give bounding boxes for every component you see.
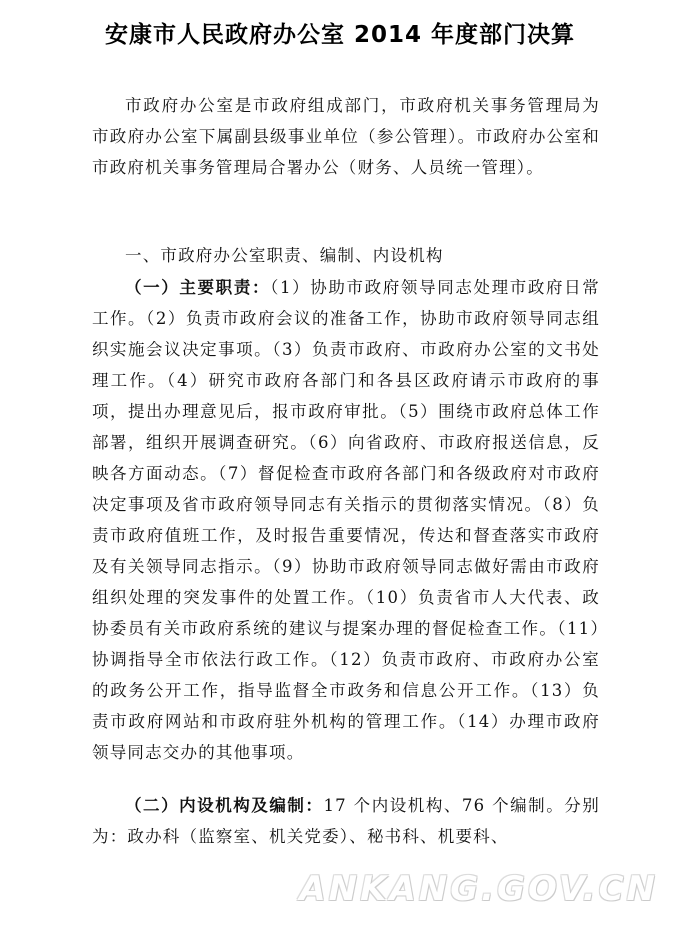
duties-label: （一）主要职责： (125, 278, 271, 297)
org-paragraph (92, 790, 600, 852)
site-watermark: ANKANG.GOV.CN (299, 869, 658, 909)
intro-paragraph: 市政府办公室是市政府组成部门，市政府机关事务管理局为市政府办公室下属副县级事业单位（参公管理）。市政府办公室和市政府机关事务管理局合署办公（财务、人员统一管理）。 (92, 96, 600, 177)
org-text: 17 个内设机构、76 个编制。分别为：政办科（监察室、机关党委）、秘书科、机要科、 (92, 796, 600, 846)
document-title: 安康市人民政府办公室 2014 年度部门决算 (104, 22, 576, 48)
duties-paragraph (92, 272, 600, 768)
duties-text: （1）协助市政府领导同志处理市政府日常工作。（2）负责市政府会议的准备工作，协助市政府领导同志组织实施会议决定事项。（3）负责市政府、市政府办公室的文书处理工作。（4）研究市政府各部门和各县区政府请示市政府的事项，提出办理意见后，报市政府审批。（5）围绕市政府总体工作部署，组织开展调查研究。（6）向省政府、市政府报送信息，反映各方面动态。（7）督促检查市政府各部门和各级政府对市政府决定事项及省市政府领导同志有关指示的贯彻落实情况。（8）负责市政府值班工作，及时报告重要情况，传达和督查落实市政府及有关领导同志指示。（9）协助市政府领导同志做好需由市政府组织处理的突发事件的处置工作。（10）负责省市人大代表、政协委员有关市政府系统的建议与提案办理的督促检查工作。（11）协调指导全市依法行政工作。（12）负责市政府、市政府办公室的政务公开工作，指导监督全市政务和信息公开工作。（13）负责市政府网站和市政府驻外机构的管理工作。（14）办理市政府领导同志交办的其他事项。 (92, 278, 600, 762)
section-heading: 一、市政府办公室职责、编制、内设机构 (125, 246, 444, 265)
org-label: （二）内设机构及编制： (125, 796, 324, 815)
